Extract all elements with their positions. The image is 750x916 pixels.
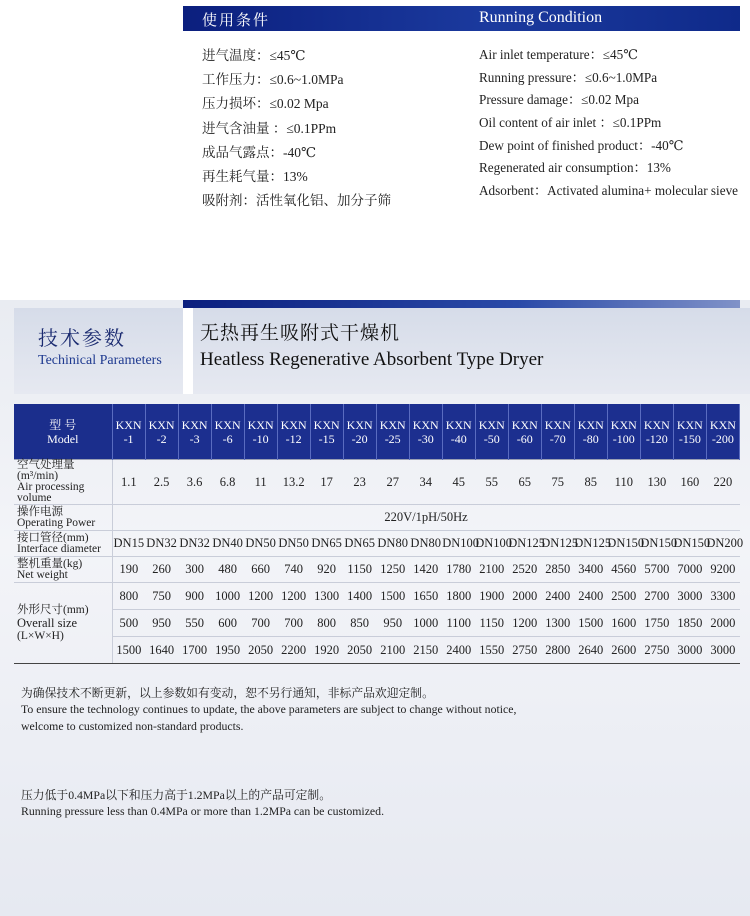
table-cell: 1000 bbox=[211, 583, 244, 610]
table-cell: 850 bbox=[343, 610, 376, 637]
running-condition-list-cn bbox=[202, 44, 391, 213]
condition-item-cn: 进气含油量 ：≤0.1PPm bbox=[202, 120, 337, 136]
condition-item-cn: 吸附剂：活性氧化铝、加分子筛 bbox=[202, 193, 391, 209]
label-en: Operating Power bbox=[17, 516, 96, 529]
table-row-power bbox=[14, 505, 740, 531]
note1-cn: 为确保技术不断更新，以上参数如有变动，恕不另行通知，非标产品欢迎定制。 bbox=[21, 686, 434, 700]
model-label-en: Model bbox=[47, 431, 79, 446]
model-prefix: KXN bbox=[148, 417, 175, 432]
model-prefix: KXN bbox=[478, 417, 505, 432]
table-cell: DN50 bbox=[277, 531, 310, 557]
model-column-header bbox=[112, 404, 145, 460]
table-cell: 2700 bbox=[640, 583, 673, 610]
table-cell: 2850 bbox=[541, 557, 574, 583]
label-dim: (L×W×H) bbox=[17, 629, 64, 642]
model-number: -10 bbox=[252, 431, 269, 446]
table-cell: 1500 bbox=[574, 610, 607, 637]
table-cell: DN150 bbox=[640, 531, 673, 557]
label-cn: 操作电源 bbox=[17, 505, 63, 518]
table-cell: 45 bbox=[442, 460, 475, 505]
model-prefix: KXN bbox=[247, 417, 274, 432]
model-number: -6 bbox=[222, 431, 233, 446]
table-cell: DN80 bbox=[376, 531, 409, 557]
model-prefix: KXN bbox=[544, 417, 571, 432]
table-cell: 2150 bbox=[409, 637, 442, 664]
table-cell: DN50 bbox=[244, 531, 277, 557]
table-cell: 1500 bbox=[376, 583, 409, 610]
condition-item-cn: 再生耗气量：13% bbox=[202, 168, 308, 184]
model-number: -20 bbox=[351, 431, 368, 446]
model-column-header bbox=[640, 404, 673, 460]
table-cell: 3000 bbox=[673, 583, 706, 610]
model-prefix: KXN bbox=[676, 417, 703, 432]
table-cell: 740 bbox=[277, 557, 310, 583]
table-cell: 13.2 bbox=[277, 460, 310, 505]
table-cell: 480 bbox=[211, 557, 244, 583]
table-cell: 2400 bbox=[442, 637, 475, 664]
model-number: -3 bbox=[189, 431, 200, 446]
table-cell: 130 bbox=[640, 460, 673, 505]
model-column-header bbox=[343, 404, 376, 460]
table-cell: 1850 bbox=[673, 610, 706, 637]
table-cell: DN125 bbox=[508, 531, 541, 557]
model-number: -120 bbox=[645, 431, 668, 446]
table-cell: 34 bbox=[409, 460, 442, 505]
table-cell: 5700 bbox=[640, 557, 673, 583]
model-number: -70 bbox=[549, 431, 566, 446]
table-cell: 2000 bbox=[706, 610, 739, 637]
model-column-header bbox=[607, 404, 640, 460]
condition-item-en: Air inlet temperature：≤45℃ bbox=[479, 47, 638, 62]
model-number: -15 bbox=[318, 431, 335, 446]
table-cell: DN100 bbox=[442, 531, 475, 557]
model-prefix: KXN bbox=[214, 417, 241, 432]
model-prefix: KXN bbox=[709, 417, 736, 432]
row-label-size bbox=[14, 583, 112, 664]
table-cell: 900 bbox=[178, 583, 211, 610]
table-cell: DN80 bbox=[409, 531, 442, 557]
model-number: -30 bbox=[417, 431, 434, 446]
model-number: -200 bbox=[711, 431, 734, 446]
technical-parameters-bar bbox=[183, 300, 740, 308]
model-prefix: KXN bbox=[115, 417, 142, 432]
model-column-header bbox=[574, 404, 607, 460]
model-number: -50 bbox=[483, 431, 500, 446]
table-row-weight bbox=[14, 557, 740, 583]
table-cell: 2200 bbox=[277, 637, 310, 664]
table-cell: 660 bbox=[244, 557, 277, 583]
label-en: Air processing volume bbox=[17, 481, 85, 504]
condition-item-cn: 成品气露点：-40℃ bbox=[202, 144, 317, 160]
condition-item-cn: 压力损坏：≤0.02 Mpa bbox=[202, 96, 329, 112]
model-number: -1 bbox=[123, 431, 134, 446]
table-cell: 2640 bbox=[574, 637, 607, 664]
table-cell: 1780 bbox=[442, 557, 475, 583]
table-cell: 2400 bbox=[574, 583, 607, 610]
table-cell: 1200 bbox=[244, 583, 277, 610]
table-cell: 4560 bbox=[607, 557, 640, 583]
table-cell: DN200 bbox=[706, 531, 739, 557]
table-cell: 2100 bbox=[475, 557, 508, 583]
running-condition-header bbox=[183, 6, 740, 31]
model-column-header bbox=[475, 404, 508, 460]
table-cell: 700 bbox=[244, 610, 277, 637]
table-cell: 2600 bbox=[607, 637, 640, 664]
table-cell: 1200 bbox=[277, 583, 310, 610]
label-cn: 整机重量(kg) bbox=[17, 557, 83, 570]
table-cell: DN32 bbox=[178, 531, 211, 557]
table-cell: DN65 bbox=[343, 531, 376, 557]
table-cell: 3.6 bbox=[178, 460, 211, 505]
row-label-power bbox=[14, 505, 112, 531]
table-cell: 3000 bbox=[706, 637, 739, 664]
note1-en-1: To ensure the technology continues to update, the above parameters are subject to change without notice, bbox=[21, 701, 517, 716]
condition-item-en: Pressure damage：≤0.02 Mpa bbox=[479, 92, 639, 108]
note1-en-2: welcome to customized non-standard products. bbox=[21, 719, 244, 733]
table-cell: 220 bbox=[706, 460, 739, 505]
table-cell: 950 bbox=[376, 610, 409, 637]
table-cell: 2050 bbox=[244, 637, 277, 664]
model-number: -12 bbox=[285, 431, 302, 446]
running-condition-title-cn: 使用条件 bbox=[202, 13, 271, 29]
table-cell: 2500 bbox=[607, 583, 640, 610]
label-en: Net weight bbox=[17, 568, 68, 581]
table-cell: DN125 bbox=[574, 531, 607, 557]
condition-item-en: Adsorbent：Activated alumina+ molecular sieve bbox=[479, 183, 739, 199]
table-cell: 300 bbox=[178, 557, 211, 583]
table-cell: 1200 bbox=[508, 610, 541, 637]
table-cell: 3400 bbox=[574, 557, 607, 583]
table-row-interface bbox=[14, 531, 740, 557]
model-prefix: KXN bbox=[313, 417, 340, 432]
table-cell: 27 bbox=[376, 460, 409, 505]
note2-en: Running pressure less than 0.4MPa or more than 1.2MPa can be customized. bbox=[21, 803, 385, 818]
table-cell: 750 bbox=[145, 583, 178, 610]
model-column-header bbox=[277, 404, 310, 460]
label-cn: 外形尺寸(mm) bbox=[17, 603, 89, 616]
table-cell: 23 bbox=[343, 460, 376, 505]
model-prefix: KXN bbox=[181, 417, 208, 432]
table-cell: 2100 bbox=[376, 637, 409, 664]
label-en: Interface diameter bbox=[17, 542, 101, 555]
table-cell: 2.5 bbox=[145, 460, 178, 505]
table-cell: 1150 bbox=[475, 610, 508, 637]
table-cell: 2400 bbox=[541, 583, 574, 610]
table-cell: 1700 bbox=[178, 637, 211, 664]
note2-cn: 压力低于0.4MPa以下和压力高于1.2MPa以上的产品可定制。 bbox=[21, 788, 332, 802]
table-row-size-h bbox=[14, 637, 740, 664]
table-header-row bbox=[14, 404, 740, 460]
table-cell: DN150 bbox=[607, 531, 640, 557]
table-cell: 1900 bbox=[475, 583, 508, 610]
table-cell: 1000 bbox=[409, 610, 442, 637]
table-cell: 75 bbox=[541, 460, 574, 505]
running-condition-title-en: Running Condition bbox=[479, 9, 603, 26]
table-cell: DN40 bbox=[211, 531, 244, 557]
row-label-interface bbox=[14, 531, 112, 557]
table-cell: 1.1 bbox=[112, 460, 145, 505]
table-cell: 17 bbox=[310, 460, 343, 505]
table-cell: 1650 bbox=[409, 583, 442, 610]
model-column-header bbox=[673, 404, 706, 460]
table-row-size-w bbox=[14, 610, 740, 637]
table-cell: 190 bbox=[112, 557, 145, 583]
table-cell: 1420 bbox=[409, 557, 442, 583]
model-prefix: KXN bbox=[577, 417, 604, 432]
model-prefix: KXN bbox=[643, 417, 670, 432]
table-cell: 3000 bbox=[673, 637, 706, 664]
table-cell: DN100 bbox=[475, 531, 508, 557]
condition-item-en: Oil content of air inlet ：≤0.1PPm bbox=[479, 115, 662, 131]
model-prefix: KXN bbox=[412, 417, 439, 432]
table-cell: 1300 bbox=[310, 583, 343, 610]
table-cell: 1550 bbox=[475, 637, 508, 664]
model-column-header bbox=[211, 404, 244, 460]
table-cell: 920 bbox=[310, 557, 343, 583]
table-cell: 2750 bbox=[508, 637, 541, 664]
table-cell: 1600 bbox=[607, 610, 640, 637]
table-cell: 6.8 bbox=[211, 460, 244, 505]
table-cell: 260 bbox=[145, 557, 178, 583]
product-title-en: Heatless Regenerative Absorbent Type Dryer bbox=[200, 349, 544, 370]
table-cell: 1640 bbox=[145, 637, 178, 664]
table-cell: 1150 bbox=[343, 557, 376, 583]
model-number: -40 bbox=[450, 431, 467, 446]
table-cell: 55 bbox=[475, 460, 508, 505]
table-cell: 1500 bbox=[112, 637, 145, 664]
technical-parameters-title-en: Techinical Parameters bbox=[38, 353, 162, 368]
table-cell: 1800 bbox=[442, 583, 475, 610]
table-cell: 1750 bbox=[640, 610, 673, 637]
table-cell: 1250 bbox=[376, 557, 409, 583]
label-cn: 空气处理量(m³/min) bbox=[17, 459, 75, 482]
model-prefix: KXN bbox=[379, 417, 406, 432]
model-prefix: KXN bbox=[346, 417, 373, 432]
table-cell: DN65 bbox=[310, 531, 343, 557]
table-cell: 950 bbox=[145, 610, 178, 637]
model-number: -100 bbox=[612, 431, 635, 446]
model-number: -25 bbox=[384, 431, 401, 446]
table-cell: 2800 bbox=[541, 637, 574, 664]
table-cell: 65 bbox=[508, 460, 541, 505]
technical-parameters-title-cn: 技术参数 bbox=[38, 328, 126, 350]
table-cell: 9200 bbox=[706, 557, 739, 583]
table-cell: 1300 bbox=[541, 610, 574, 637]
label-cn: 接口管径(mm) bbox=[17, 531, 89, 544]
model-column-header bbox=[376, 404, 409, 460]
model-prefix: KXN bbox=[610, 417, 637, 432]
model-header bbox=[14, 404, 112, 460]
table-cell: 2750 bbox=[640, 637, 673, 664]
model-column-header bbox=[178, 404, 211, 460]
table-cell: 85 bbox=[574, 460, 607, 505]
label-en: Overall size bbox=[17, 615, 78, 630]
table-cell: DN125 bbox=[541, 531, 574, 557]
model-number: -60 bbox=[516, 431, 533, 446]
model-column-header bbox=[310, 404, 343, 460]
table-cell: 3300 bbox=[706, 583, 739, 610]
table-row-air-volume bbox=[14, 460, 740, 505]
power-value: 220V/1pH/50Hz bbox=[112, 505, 739, 531]
model-column-header bbox=[409, 404, 442, 460]
row-label-weight bbox=[14, 557, 112, 583]
notes-block-2 bbox=[21, 786, 384, 821]
table-cell: 7000 bbox=[673, 557, 706, 583]
table-cell: 700 bbox=[277, 610, 310, 637]
table-cell: DN15 bbox=[112, 531, 145, 557]
model-number: -80 bbox=[582, 431, 599, 446]
model-column-header bbox=[145, 404, 178, 460]
table-cell: DN150 bbox=[673, 531, 706, 557]
model-label-cn: 型 号 bbox=[49, 417, 77, 432]
table-cell: 1920 bbox=[310, 637, 343, 664]
condition-item-en: Regenerated air consumption：13% bbox=[479, 160, 671, 176]
model-number: -150 bbox=[678, 431, 701, 446]
table-cell: 2000 bbox=[508, 583, 541, 610]
model-column-header bbox=[244, 404, 277, 460]
table-cell: 160 bbox=[673, 460, 706, 505]
model-prefix: KXN bbox=[280, 417, 307, 432]
table-cell: 2520 bbox=[508, 557, 541, 583]
table-cell: 600 bbox=[211, 610, 244, 637]
parameters-table bbox=[14, 404, 744, 664]
model-prefix: KXN bbox=[511, 417, 538, 432]
table-cell: 800 bbox=[310, 610, 343, 637]
model-column-header bbox=[541, 404, 574, 460]
condition-item-en: Dew point of finished product：-40℃ bbox=[479, 137, 684, 153]
model-column-header bbox=[508, 404, 541, 460]
row-label-air-volume bbox=[14, 460, 112, 505]
table-cell: 11 bbox=[244, 460, 277, 505]
condition-item-en: Running pressure：≤0.6~1.0MPa bbox=[479, 69, 658, 85]
model-column-header bbox=[442, 404, 475, 460]
table-cell: 2050 bbox=[343, 637, 376, 664]
model-column-header bbox=[706, 404, 739, 460]
notes-block-1 bbox=[21, 684, 516, 737]
product-title-cn: 无热再生吸附式干燥机 bbox=[200, 323, 401, 344]
table-cell: 1100 bbox=[442, 610, 475, 637]
model-number: -2 bbox=[156, 431, 167, 446]
model-prefix: KXN bbox=[445, 417, 472, 432]
table-cell: 1400 bbox=[343, 583, 376, 610]
table-cell: 800 bbox=[112, 583, 145, 610]
table-cell: 1950 bbox=[211, 637, 244, 664]
table-cell: 550 bbox=[178, 610, 211, 637]
table-row-size-l bbox=[14, 583, 740, 610]
table-cell: 110 bbox=[607, 460, 640, 505]
table-cell: 500 bbox=[112, 610, 145, 637]
running-condition-list-en bbox=[479, 44, 738, 203]
condition-item-cn: 进气温度：≤45℃ bbox=[202, 48, 306, 63]
divider bbox=[183, 308, 193, 394]
table-cell: DN32 bbox=[145, 531, 178, 557]
condition-item-cn: 工作压力：≤0.6~1.0MPa bbox=[202, 72, 344, 88]
